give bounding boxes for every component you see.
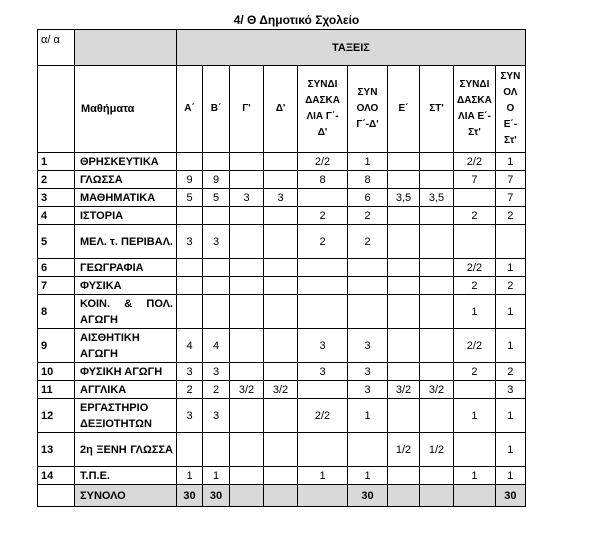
hours-cell (298, 381, 348, 399)
hours-cell: 1 (495, 329, 525, 363)
hours-cell: 2 (177, 381, 203, 399)
hours-cell (177, 433, 203, 467)
header-row-2 (38, 66, 526, 153)
hours-cell (264, 467, 298, 485)
hours-cell: 1/2 (388, 433, 420, 467)
classes-header: ΤΑΞΕΙΣ (177, 30, 526, 66)
hours-cell (203, 433, 230, 467)
col-header: ΣΥΝΔΙ ΔΑΣΚΑ ΛΙΑ Ε΄-Στ' (454, 66, 496, 153)
hours-cell (454, 189, 496, 207)
row-number (38, 485, 75, 507)
hours-cell: 1 (203, 467, 230, 485)
hours-cell (388, 295, 420, 329)
row-number: 9 (38, 329, 75, 363)
hours-cell: 1 (495, 433, 525, 467)
hours-cell: 30 (203, 485, 230, 507)
hours-cell (454, 225, 496, 259)
hours-cell (203, 295, 230, 329)
subject-name: ΜΕΛ. τ. ΠΕΡΙΒΑΛ. (75, 225, 177, 259)
hours-cell: 30 (177, 485, 203, 507)
hours-cell: 4 (203, 329, 230, 363)
hours-cell: 2/2 (454, 259, 496, 277)
header-row-1 (38, 30, 526, 66)
hours-cell (454, 381, 496, 399)
hours-cell (264, 433, 298, 467)
hours-cell (230, 171, 264, 189)
hours-cell: 3 (203, 363, 230, 381)
row-number: 12 (38, 399, 75, 433)
hours-cell: 3 (203, 225, 230, 259)
hours-cell: 3/2 (388, 381, 420, 399)
hours-cell (298, 295, 348, 329)
row-number: 4 (38, 207, 75, 225)
subject-name: ΑΓΓΛΙΚΑ (75, 381, 177, 399)
hours-cell: 7 (495, 171, 525, 189)
hours-cell (203, 259, 230, 277)
row-number: 8 (38, 295, 75, 329)
hours-cell (177, 207, 203, 225)
subject-name: ΙΣΤΟΡΙΑ (75, 207, 177, 225)
hours-cell (348, 433, 388, 467)
hours-cell (348, 295, 388, 329)
col-header: Γ' (230, 66, 264, 153)
hours-cell: 1 (495, 399, 525, 433)
hours-cell (203, 277, 230, 295)
row-number: 14 (38, 467, 75, 485)
hours-cell: 3 (495, 381, 525, 399)
row-number: 3 (38, 189, 75, 207)
hours-cell (230, 329, 264, 363)
hours-cell (298, 189, 348, 207)
hours-cell (388, 225, 420, 259)
hours-cell: 1/2 (420, 433, 454, 467)
hours-cell: 3 (298, 329, 348, 363)
hours-cell (264, 153, 298, 171)
hours-cell (177, 259, 203, 277)
hours-cell (177, 153, 203, 171)
hours-cell (348, 259, 388, 277)
hours-cell: 9 (203, 171, 230, 189)
hours-cell: 4 (177, 329, 203, 363)
table-row (38, 399, 526, 433)
hours-cell: 3 (203, 399, 230, 433)
subject-name: ΓΕΩΓΡΑΦΙΑ (75, 259, 177, 277)
hours-cell: 1 (495, 259, 525, 277)
hours-cell (230, 467, 264, 485)
hours-cell: 8 (348, 171, 388, 189)
hours-cell (203, 153, 230, 171)
hours-cell: 3 (177, 363, 203, 381)
timetable (37, 29, 526, 507)
col-header: ΣΥΝΔΙ ΔΑΣΚΑ ΛΙΑ Γ΄- Δ' (298, 66, 348, 153)
hours-cell (177, 277, 203, 295)
col-header: Δ' (264, 66, 298, 153)
hours-cell (177, 295, 203, 329)
hours-cell (264, 399, 298, 433)
row-number: 5 (38, 225, 75, 259)
table-row (38, 433, 526, 467)
hours-cell (420, 259, 454, 277)
subject-name: ΓΛΩΣΣΑ (75, 171, 177, 189)
hours-cell: 2/2 (298, 399, 348, 433)
hours-cell (203, 207, 230, 225)
hours-cell (264, 485, 298, 507)
hours-cell (388, 485, 420, 507)
subject-name: ΦΥΣΙΚΗ ΑΓΩΓΗ (75, 363, 177, 381)
aa-header-spacer (38, 66, 75, 153)
table-row (38, 381, 526, 399)
hours-cell: 2 (298, 207, 348, 225)
hours-cell: 1 (298, 467, 348, 485)
hours-cell: 1 (348, 153, 388, 171)
table-row (38, 277, 526, 295)
hours-cell: 3 (230, 189, 264, 207)
hours-cell (420, 295, 454, 329)
table-row (38, 153, 526, 171)
hours-cell (264, 207, 298, 225)
hours-cell: 1 (348, 399, 388, 433)
col-header: Β΄ (203, 66, 230, 153)
hours-cell (420, 485, 454, 507)
hours-cell (420, 153, 454, 171)
hours-cell (230, 295, 264, 329)
document-title: 4/ Θ Δημοτικό Σχολείο (233, 13, 360, 27)
hours-cell (230, 433, 264, 467)
hours-cell: 7 (454, 171, 496, 189)
hours-cell (420, 277, 454, 295)
table-row (38, 467, 526, 485)
hours-cell: 2/2 (454, 153, 496, 171)
hours-cell: 6 (348, 189, 388, 207)
hours-cell: 2 (298, 225, 348, 259)
table-row (38, 363, 526, 381)
hours-cell: 3 (264, 189, 298, 207)
hours-cell: 7 (495, 189, 525, 207)
hours-cell: 2 (495, 277, 525, 295)
subjects-header: Μαθήματα (75, 66, 177, 153)
hours-cell (388, 153, 420, 171)
table-row (38, 189, 526, 207)
hours-cell (298, 259, 348, 277)
hours-cell (388, 363, 420, 381)
hours-cell: 8 (298, 171, 348, 189)
row-number: 1 (38, 153, 75, 171)
hours-cell: 2 (348, 207, 388, 225)
hours-cell: 3/2 (420, 381, 454, 399)
row-number: 10 (38, 363, 75, 381)
hours-cell (230, 363, 264, 381)
hours-cell: 2 (454, 363, 496, 381)
table-row (38, 295, 526, 329)
hours-cell: 3 (348, 363, 388, 381)
hours-cell (298, 277, 348, 295)
hours-cell (420, 399, 454, 433)
hours-cell: 1 (348, 467, 388, 485)
hours-cell (420, 363, 454, 381)
hours-cell (230, 485, 264, 507)
hours-cell (454, 485, 496, 507)
hours-cell: 1 (177, 467, 203, 485)
row-number: 13 (38, 433, 75, 467)
hours-cell (348, 277, 388, 295)
hours-cell: 3/2 (264, 381, 298, 399)
col-header: ΣΥΝ ΟΛ Ο Ε΄- Στ' (495, 66, 525, 153)
hours-cell: 1 (495, 153, 525, 171)
subjects-header-spacer (75, 30, 177, 66)
hours-cell (264, 363, 298, 381)
subject-name: Τ.Π.Ε. (75, 467, 177, 485)
hours-cell (388, 399, 420, 433)
hours-cell (298, 433, 348, 467)
hours-cell (230, 225, 264, 259)
hours-cell: 30 (495, 485, 525, 507)
hours-cell (420, 467, 454, 485)
hours-cell (454, 433, 496, 467)
hours-cell (495, 225, 525, 259)
hours-cell (388, 207, 420, 225)
row-number: 7 (38, 277, 75, 295)
hours-cell (264, 295, 298, 329)
hours-cell: 1 (495, 467, 525, 485)
col-header: ΣΥΝ ΟΛΟ Γ΄-Δ' (348, 66, 388, 153)
hours-cell: 1 (495, 295, 525, 329)
hours-cell: 1 (454, 295, 496, 329)
table-row (38, 329, 526, 363)
hours-cell: 3 (348, 381, 388, 399)
table-row (38, 207, 526, 225)
subject-name: 2η ΞΕΝΗ ΓΛΩΣΣΑ (75, 433, 177, 467)
subject-name: ΕΡΓΑΣΤΗΡΙΟ ΔΕΞΙΟΤΗΤΩΝ (75, 399, 177, 433)
hours-cell (230, 153, 264, 171)
aa-header: α/ α (38, 30, 75, 66)
hours-cell (230, 259, 264, 277)
hours-cell (264, 225, 298, 259)
hours-cell: 3 (298, 363, 348, 381)
subject-name: ΘΡΗΣΚΕΥΤΙΚΑ (75, 153, 177, 171)
hours-cell (388, 171, 420, 189)
table-row (38, 259, 526, 277)
table-row (38, 171, 526, 189)
hours-cell: 2 (348, 225, 388, 259)
hours-cell (298, 485, 348, 507)
col-header: Α΄ (177, 66, 203, 153)
hours-cell: 2 (495, 207, 525, 225)
col-header: Ε΄ (388, 66, 420, 153)
table-row (38, 485, 526, 507)
hours-cell (420, 225, 454, 259)
hours-cell (264, 277, 298, 295)
hours-cell (388, 259, 420, 277)
subject-name: ΦΥΣΙΚΑ (75, 277, 177, 295)
hours-cell (388, 467, 420, 485)
hours-cell: 1 (454, 467, 496, 485)
subject-name: ΚΟΙΝ. & ΠΟΛ. ΑΓΩΓΗ (75, 295, 177, 329)
table-row (38, 225, 526, 259)
hours-cell: 2 (495, 363, 525, 381)
hours-cell: 3 (177, 399, 203, 433)
hours-cell (264, 259, 298, 277)
hours-cell: 1 (454, 399, 496, 433)
hours-cell: 2/2 (298, 153, 348, 171)
hours-cell: 5 (203, 189, 230, 207)
hours-cell (230, 277, 264, 295)
hours-cell (264, 171, 298, 189)
hours-cell: 3,5 (420, 189, 454, 207)
hours-cell: 3 (177, 225, 203, 259)
hours-cell: 2 (203, 381, 230, 399)
subject-name: ΑΙΣΘΗΤΙΚΗ ΑΓΩΓΗ (75, 329, 177, 363)
hours-cell: 9 (177, 171, 203, 189)
col-header: ΣΤ' (420, 66, 454, 153)
hours-cell (388, 277, 420, 295)
hours-cell (230, 207, 264, 225)
subject-name: ΣΥΝΟΛΟ (75, 485, 177, 507)
hours-cell: 3,5 (388, 189, 420, 207)
hours-cell: 2 (454, 207, 496, 225)
hours-cell: 3/2 (230, 381, 264, 399)
hours-cell: 3 (348, 329, 388, 363)
hours-cell (388, 329, 420, 363)
hours-cell: 5 (177, 189, 203, 207)
hours-cell: 2/2 (454, 329, 496, 363)
row-number: 2 (38, 171, 75, 189)
subject-name: ΜΑΘΗΜΑΤΙΚΑ (75, 189, 177, 207)
hours-cell (264, 329, 298, 363)
hours-cell (420, 171, 454, 189)
hours-cell (230, 399, 264, 433)
hours-cell (420, 329, 454, 363)
hours-cell: 30 (348, 485, 388, 507)
row-number: 6 (38, 259, 75, 277)
hours-cell: 2 (454, 277, 496, 295)
row-number: 11 (38, 381, 75, 399)
hours-cell (420, 207, 454, 225)
